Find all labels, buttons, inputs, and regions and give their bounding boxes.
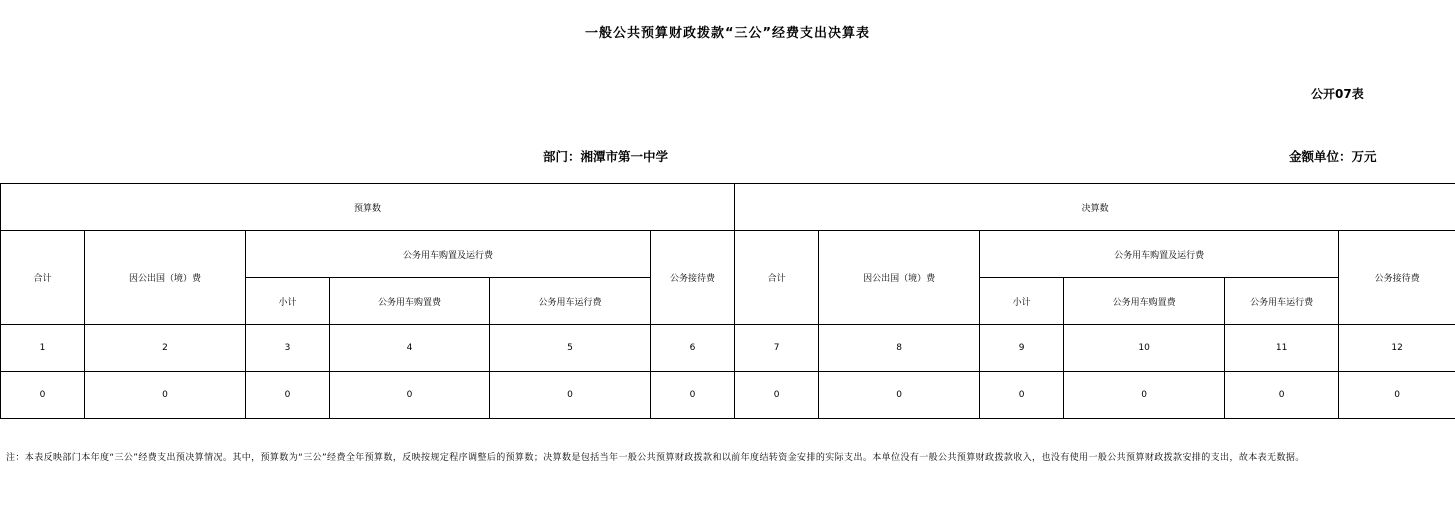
department-label: 部门：湘潭市第一中学 — [543, 149, 669, 164]
index-row — [1, 325, 1455, 372]
final-vehicle-operation-header: 公务用车运行费 — [1225, 278, 1339, 325]
value-cell: 0 — [1339, 372, 1455, 419]
value-cell: 0 — [85, 372, 246, 419]
budget-subtotal-header: 小计 — [246, 278, 330, 325]
value-cell: 0 — [246, 372, 330, 419]
index-cell: 3 — [246, 325, 330, 372]
index-cell: 1 — [1, 325, 85, 372]
index-cell: 12 — [1339, 325, 1455, 372]
budget-vehicle-group-header: 公务用车购置及运行费 — [246, 231, 651, 278]
form-number: 公开07表 — [1311, 87, 1364, 101]
index-cell: 2 — [85, 325, 246, 372]
index-cell: 9 — [980, 325, 1064, 372]
final-vehicle-group-header: 公务用车购置及运行费 — [980, 231, 1339, 278]
column-header-row — [1, 231, 1455, 278]
budget-total-header: 合计 — [1, 231, 85, 325]
index-cell: 8 — [819, 325, 980, 372]
value-cell: 0 — [651, 372, 735, 419]
value-cell: 0 — [819, 372, 980, 419]
index-cell: 6 — [651, 325, 735, 372]
value-cell: 0 — [330, 372, 490, 419]
value-cell: 0 — [490, 372, 651, 419]
value-cell: 0 — [735, 372, 819, 419]
final-reception-header: 公务接待费 — [1339, 231, 1455, 325]
index-cell: 5 — [490, 325, 651, 372]
value-cell: 0 — [1225, 372, 1339, 419]
budget-vehicle-operation-header: 公务用车运行费 — [490, 278, 651, 325]
value-row — [1, 372, 1455, 419]
index-cell: 10 — [1064, 325, 1225, 372]
final-total-header: 合计 — [735, 231, 819, 325]
final-vehicle-purchase-header: 公务用车购置费 — [1064, 278, 1225, 325]
value-cell: 0 — [1064, 372, 1225, 419]
value-cell: 0 — [980, 372, 1064, 419]
budget-reception-header: 公务接待费 — [651, 231, 735, 325]
page-title: 一般公共预算财政拨款“三公”经费支出决算表 — [584, 26, 871, 41]
index-cell: 7 — [735, 325, 819, 372]
footnote: 注：本表反映部门本年度“三公”经费支出预决算情况。其中，预算数为“三公”经费全年预算数，反映按规定程序调整后的预算数；决算数是包括当年一般公共预算财政拨款和以前年度结转资金安排的实际支出。本单位没有一般公共预算财政拨款收入，也没有使用一般公共预算财政拨款安排的支出，故本表无数据。 — [6, 453, 1305, 463]
amount-unit-label: 金额单位：万元 — [1289, 149, 1377, 164]
budget-group-header: 预算数 — [1, 184, 735, 231]
group-header-row — [1, 184, 1455, 231]
index-cell: 11 — [1225, 325, 1339, 372]
index-cell: 4 — [330, 325, 490, 372]
final-group-header: 决算数 — [735, 184, 1455, 231]
three-public-expenses-table — [0, 183, 1455, 419]
value-cell: 0 — [1, 372, 85, 419]
budget-abroad-header: 因公出国（境）费 — [85, 231, 246, 325]
budget-vehicle-purchase-header: 公务用车购置费 — [330, 278, 490, 325]
final-abroad-header: 因公出国（境）费 — [819, 231, 980, 325]
final-subtotal-header: 小计 — [980, 278, 1064, 325]
